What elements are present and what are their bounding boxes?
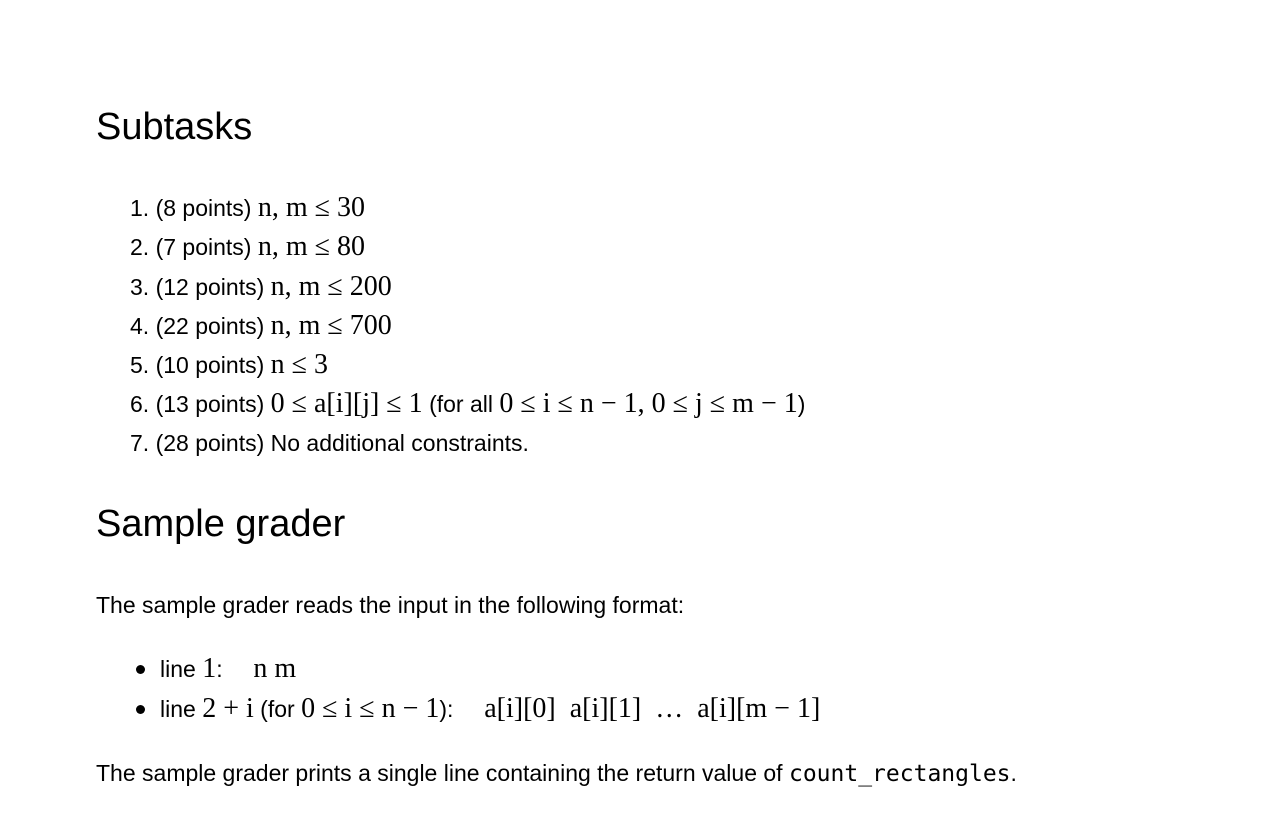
subtask-constraint: n, m ≤ 80 xyxy=(257,231,365,263)
subtasks-list xyxy=(130,188,805,463)
subtask-constraint: n, m ≤ 700 xyxy=(270,309,392,341)
line-content: a[i][0] a[i][1] … a[i][m − 1] xyxy=(484,692,821,724)
subtask-constraint: n, m ≤ 200 xyxy=(270,270,392,302)
subtask-number: 6. xyxy=(130,391,150,418)
subtask-number: 1. xyxy=(130,195,150,221)
subtask-points: (13 points) xyxy=(155,391,265,418)
line-suffix: : xyxy=(216,656,223,682)
subtask-constraint: n ≤ 3 xyxy=(270,349,329,381)
grader-outro xyxy=(96,758,1017,789)
grader-intro: The sample grader reads the input in the following format: xyxy=(96,592,685,618)
subtask-number: 2. xyxy=(130,234,150,261)
subtask-note-math: 0 ≤ i ≤ n − 1, 0 ≤ j ≤ m − 1 xyxy=(499,388,798,420)
subtask-points: (28 points) xyxy=(155,429,265,456)
input-format-line xyxy=(134,649,820,689)
subtask-constraint: n, m ≤ 30 xyxy=(257,192,365,223)
subtask-note-suffix: ) xyxy=(797,391,806,418)
subtasks-heading: Subtasks xyxy=(96,106,253,148)
subtask-points: (22 points) xyxy=(155,312,265,339)
line-index: 2 + i xyxy=(202,692,254,724)
line-index: 1 xyxy=(202,653,217,684)
subtask-points: (8 points) xyxy=(155,195,252,221)
line-content: n m xyxy=(253,653,297,684)
subtask-number: 5. xyxy=(130,352,150,379)
input-format-list xyxy=(134,649,820,728)
subtask-text: No additional constraints. xyxy=(270,429,529,456)
subtask-item xyxy=(130,227,805,266)
subtask-number: 7. xyxy=(130,429,150,456)
outro-text: The sample grader prints a single line containing the return value of xyxy=(96,760,789,786)
line-paren-math: 0 ≤ i ≤ n − 1 xyxy=(301,692,440,724)
subtask-constraint: 0 ≤ a[i][j] ≤ 1 xyxy=(270,388,423,420)
outro-end: . xyxy=(1010,760,1017,786)
subtask-points: (12 points) xyxy=(155,273,265,300)
subtask-points: (10 points) xyxy=(155,352,265,379)
line-label: line xyxy=(160,695,196,722)
line-label: line xyxy=(160,656,196,682)
subtask-number: 4. xyxy=(130,312,150,339)
sample-grader-heading: Sample grader xyxy=(96,503,346,545)
subtask-note-prefix: (for all xyxy=(429,391,493,418)
input-format-line xyxy=(134,689,820,729)
line-paren-prefix: (for xyxy=(260,695,295,722)
function-name-code: count_rectangles xyxy=(788,761,1011,787)
subtask-item xyxy=(130,384,805,423)
subtask-item xyxy=(130,345,805,384)
subtask-item xyxy=(130,188,805,227)
subtask-number: 3. xyxy=(130,273,150,300)
subtask-points: (7 points) xyxy=(155,234,252,261)
subtask-item xyxy=(130,424,805,463)
subtask-item xyxy=(130,306,805,345)
subtask-item xyxy=(130,267,805,306)
line-paren-suffix: ): xyxy=(439,695,454,722)
